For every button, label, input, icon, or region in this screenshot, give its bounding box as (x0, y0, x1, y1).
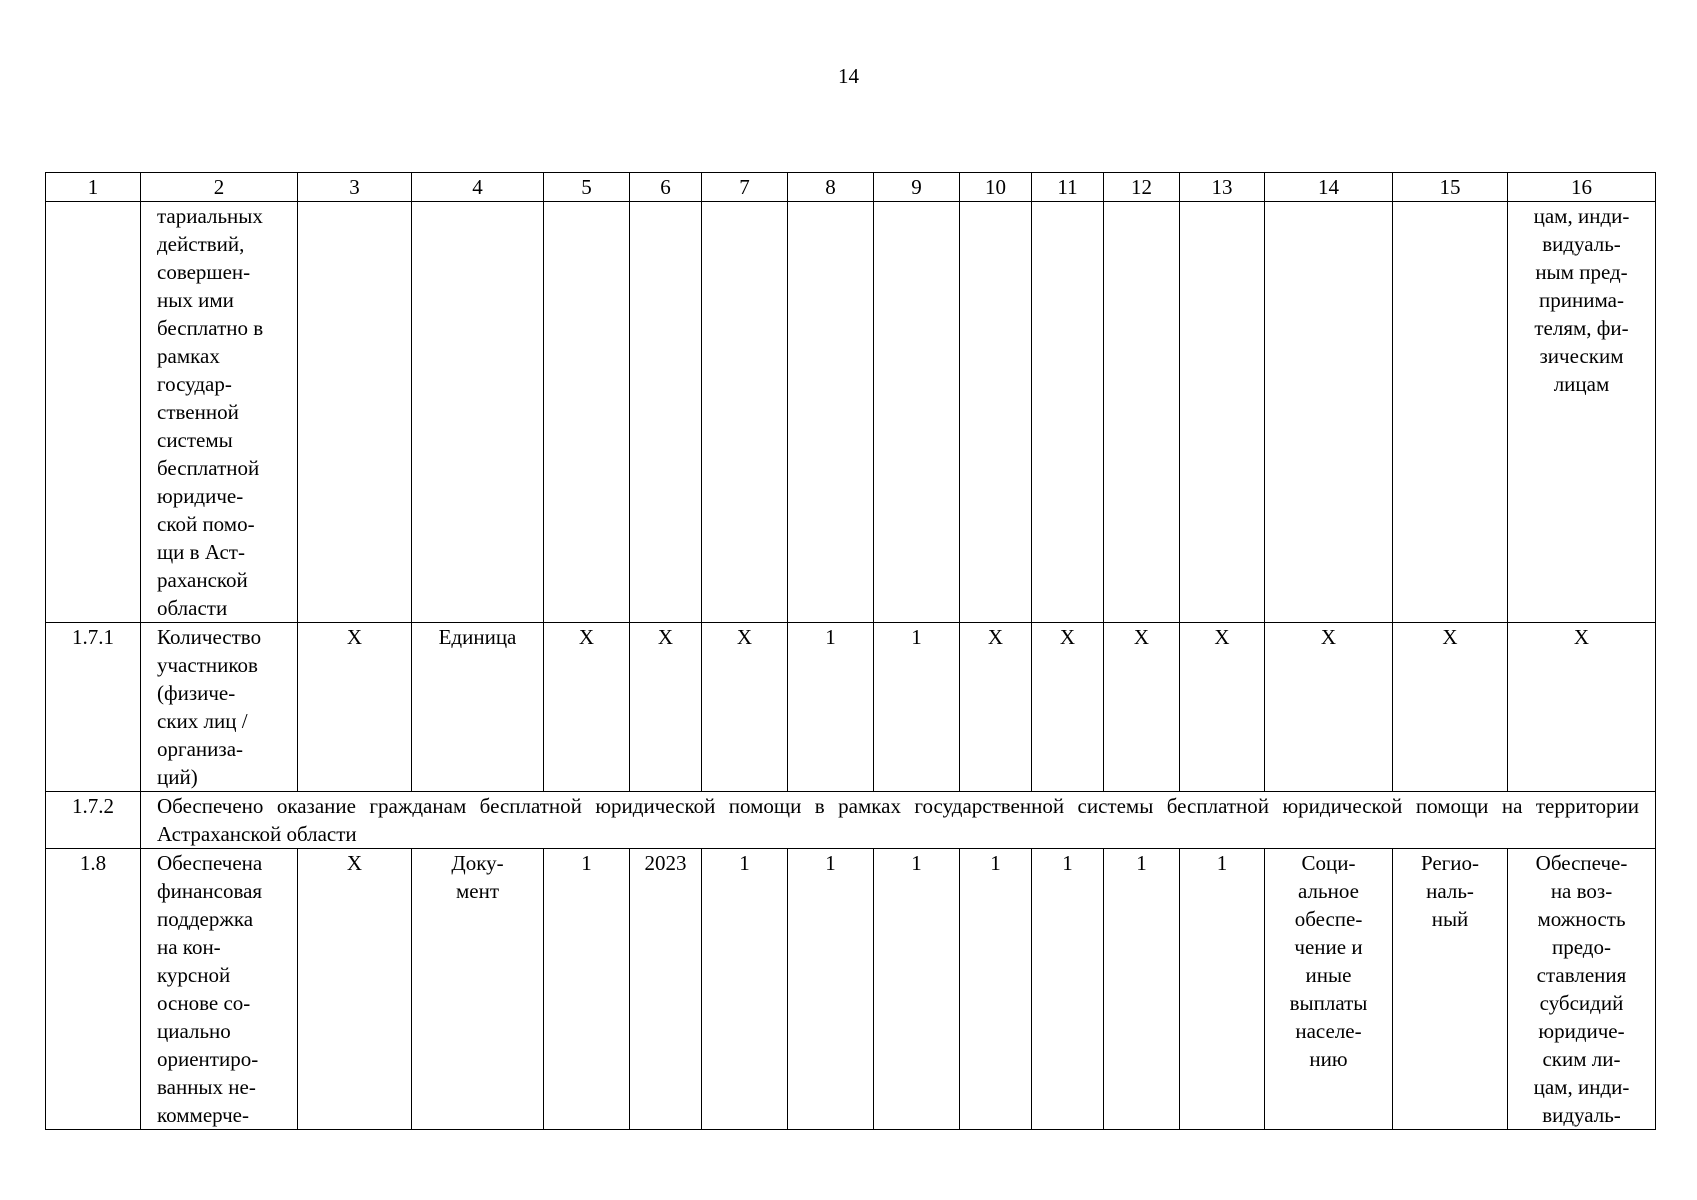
header-cell: 10 (960, 173, 1032, 202)
table-cell (298, 202, 412, 623)
table-cell: 1 (788, 849, 874, 1130)
header-cell: 9 (874, 173, 960, 202)
data-table (45, 172, 1656, 1130)
table-cell: 2023 (630, 849, 702, 1130)
header-row (46, 173, 1656, 202)
table-cell: Х (544, 623, 630, 792)
table-cell: 1 (874, 849, 960, 1130)
table-cell: Обеспече- на воз- можность предо- ставления субсидий юридиче- ским ли- цам, инди- видуаль- (1508, 849, 1656, 1130)
table-cell: 1 (960, 849, 1032, 1130)
table-cell: Х (298, 849, 412, 1130)
header-cell: 12 (1104, 173, 1180, 202)
table-cell (960, 202, 1032, 623)
table-cell: 1.7.2 (46, 792, 141, 849)
table-cell: 1.8 (46, 849, 141, 1130)
header-cell: 15 (1393, 173, 1508, 202)
table-cell: 1 (544, 849, 630, 1130)
table-cell: Х (960, 623, 1032, 792)
table-cell: Х (1180, 623, 1265, 792)
header-cell: 4 (412, 173, 544, 202)
table-cell: Х (702, 623, 788, 792)
table-cell: Х (298, 623, 412, 792)
table-cell (1032, 202, 1104, 623)
table-cell (544, 202, 630, 623)
table-cell: 1 (1180, 849, 1265, 1130)
table-cell (46, 202, 141, 623)
table-cell: 1 (1104, 849, 1180, 1130)
table-cell (788, 202, 874, 623)
table-cell: 1 (788, 623, 874, 792)
table-cell: 1 (702, 849, 788, 1130)
table-cell: Х (1032, 623, 1104, 792)
table-cell: Регио- наль- ный (1393, 849, 1508, 1130)
table-cell (1180, 202, 1265, 623)
table-cell (1393, 202, 1508, 623)
header-cell: 11 (1032, 173, 1104, 202)
table-cell: Х (630, 623, 702, 792)
header-cell: 1 (46, 173, 141, 202)
merged-description-cell: Обеспечено оказание гражданам бесплатной юридической помощи в рамках государственной системы бесплатной юридической помощи на территории Астраханской области (141, 792, 1656, 849)
header-cell: 16 (1508, 173, 1656, 202)
header-cell: 13 (1180, 173, 1265, 202)
table-cell: Количество участников (физиче- ских лиц / организа- ций) (141, 623, 298, 792)
table-row (46, 792, 1656, 849)
table-cell: 1.7.1 (46, 623, 141, 792)
table-cell (1104, 202, 1180, 623)
table-cell: Х (1508, 623, 1656, 792)
table-row (46, 623, 1656, 792)
table-cell: Доку- мент (412, 849, 544, 1130)
table-row (46, 202, 1656, 623)
header-cell: 2 (141, 173, 298, 202)
table-cell (702, 202, 788, 623)
table-cell: тариальных действий, совершен- ных ими бесплатно в рамках государ- ственной системы бесплатной юридиче- ской помо- щи в Аст- раханской области (141, 202, 298, 623)
header-cell: 8 (788, 173, 874, 202)
table-cell: Единица (412, 623, 544, 792)
table-cell (412, 202, 544, 623)
table-cell: 1 (1032, 849, 1104, 1130)
table-cell: цам, инди- видуаль- ным пред- принима- телям, фи- зическим лицам (1508, 202, 1656, 623)
table-cell (1265, 202, 1393, 623)
header-cell: 7 (702, 173, 788, 202)
header-cell: 3 (298, 173, 412, 202)
header-cell: 5 (544, 173, 630, 202)
table-cell: 1 (874, 623, 960, 792)
table-row (46, 849, 1656, 1130)
table-cell: Соци- альное обеспе- чение и иные выплаты населе- нию (1265, 849, 1393, 1130)
table-cell: Х (1265, 623, 1393, 792)
table-cell (630, 202, 702, 623)
table-cell: Х (1104, 623, 1180, 792)
table-cell: Х (1393, 623, 1508, 792)
header-cell: 6 (630, 173, 702, 202)
table-cell: Обеспечена финансовая поддержка на кон- курсной основе со- циально ориентиро- ванных не- коммерче- (141, 849, 298, 1130)
table-cell (874, 202, 960, 623)
header-cell: 14 (1265, 173, 1393, 202)
page-number: 14 (838, 64, 859, 88)
